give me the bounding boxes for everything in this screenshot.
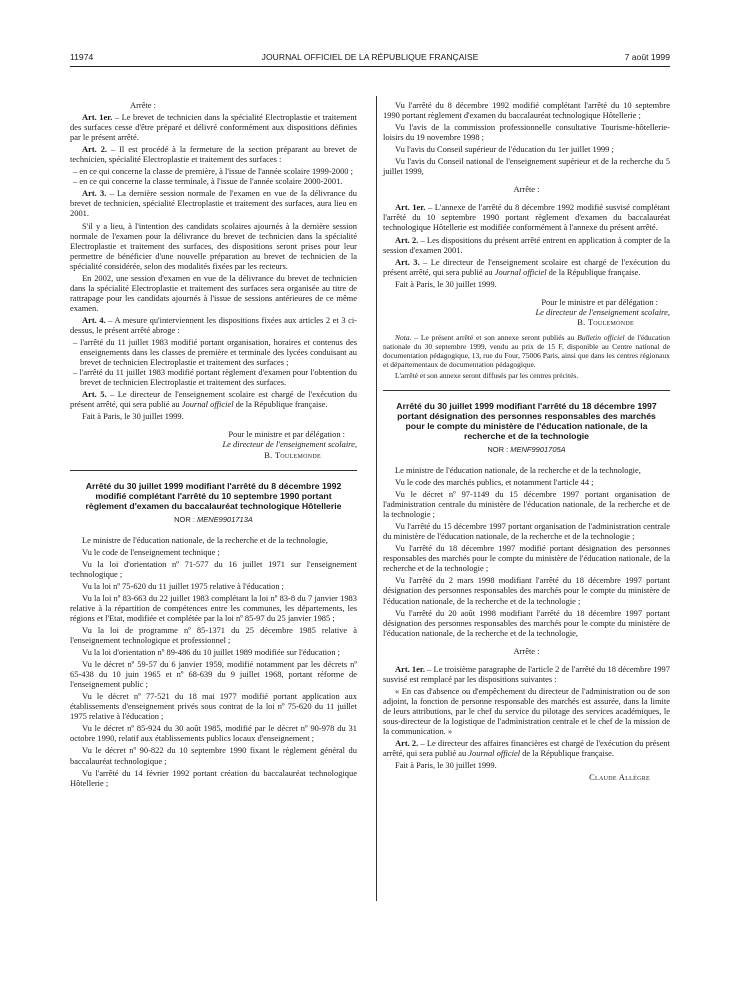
signature-name: B. Toulemonde bbox=[577, 316, 634, 327]
fait-a-paris: Fait à Paris, le 30 juillet 1999. bbox=[395, 278, 497, 289]
decree-title-3: Arrêté du 30 juillet 1999 modifiant l'arrêté du 18 décembre 1997 portant désignation des personnes responsables des marchés pour le compte du ministère de l'éducation nationale, de la recherche et de la technologie bbox=[396, 400, 657, 441]
article-4: Art. 4. – A mesure qu'interviennent les dispositions fixées aux articles 2 et 3 ci-dessus, le présent arrêté abroge : bbox=[70, 314, 357, 335]
header-rule bbox=[70, 66, 670, 67]
visa: Vu l'arrêté du 20 août 1998 modifiant l'arrêté du 18 décembre 1997 portant désignation des personnes responsables des marchés pour le compte du ministère de l'éducation nationale, de la recherche et de la technologie, bbox=[383, 607, 670, 638]
signature-line-1: Pour le ministre et par délégation : bbox=[228, 429, 345, 440]
visa: Vu le décret nº 90-822 du 10 septembre 1990 fixant le règlement général du baccalauréat technologique ; bbox=[70, 745, 357, 766]
fait-a-paris: Fait à Paris, le 30 juillet 1999. bbox=[82, 411, 184, 422]
issue-date: 7 août 1999 bbox=[624, 52, 670, 62]
article-2-list bbox=[70, 166, 357, 186]
section-separator bbox=[383, 390, 670, 391]
visa: Vu l'avis de la commission professionnelle consultative Tourisme-hôtellerie-loisirs du 19 novembre 1998 ; bbox=[383, 122, 670, 143]
visa: Le ministre de l'éducation nationale, de la recherche et de la technologie, bbox=[82, 534, 328, 545]
left-column bbox=[70, 100, 357, 790]
article-3-paragraph-3: En 2002, une session d'examen en vue de la délivrance du brevet de technicien dans la spécialité Electroplastie et traitement des surfaces sera organisée au titre de rattrapage pour les candidats ajournés à l'issue de sessions antérieures de ce même examen. bbox=[70, 272, 357, 313]
visa: Vu la loi de programme nº 85-1371 du 25 décembre 1985 relative à l'enseignement technologique et professionnel ; bbox=[70, 624, 357, 646]
article-3-paragraph-2: S'il y a lieu, à l'intention des candidats scolaires ajournés à la dernière session normale de l'examen pour la délivrance du brevet de technicien dans la spécialité Electroplastie et traitement des surfaces, des dispositions seront prises pour leur permettre de bénéficier d'une nouvelle préparation au brevet de technicien de la spécialité considérée, selon des modalités fixées par les recteurs. bbox=[70, 220, 357, 271]
column-divider bbox=[376, 96, 377, 901]
nota-text: Nota. – Le présent arrêté et son annexe seront publiés au Bulletin officiel de l'éducation nationale du 30 septembre 1999, vendu au prix de 15 F, disponible au Centre national de documentation pédagogique, 13, rue du Four, 75006 Paris, ainsi que dans les centres régionaux et départementaux de documentation pédagogique. bbox=[383, 332, 671, 369]
visa: Vu l'arrêté du 8 décembre 1992 modifié complétant l'arrêté du 10 septembre 1990 portant règlement d'examen du baccalauréat technologique Hôtellerie ; bbox=[383, 100, 670, 121]
visa: Le ministre de l'éducation nationale, de la recherche et de la technologie, bbox=[395, 464, 641, 475]
visa: Vu le code des marchés publics, et notamment l'article 44 ; bbox=[395, 476, 594, 487]
visa: Vu le décret nº 97-1149 du 15 décembre 1997 portant organisation de l'administration centrale du ministère de l'éducation nationale, de la recherche et de la technologie ; bbox=[383, 489, 670, 520]
signature-line-2: Le directeur de l'enseignement scolaire, bbox=[535, 306, 670, 317]
visa: Vu l'avis du Conseil national de l'enseignement supérieur et de la recherche du 5 juillet 1999, bbox=[383, 156, 670, 177]
article-1: Art. 1er. – L'annexe de l'arrêté du 8 décembre 1992 modifié susvisé complétant l'arrêté du 10 septembre 1990 portant règlement d'examen du baccalauréat technologique Hôtellerie est modifiée conformément à l'annexe du présent arrêté. bbox=[383, 202, 670, 233]
arrete-heading: Arrête : bbox=[130, 100, 157, 110]
nor-reference-2: NOR : MENE9901713A bbox=[174, 514, 253, 524]
signature-name: B. Toulemonde bbox=[264, 449, 321, 460]
right-column bbox=[383, 100, 670, 782]
signature-line-2: Le directeur de l'enseignement scolaire, bbox=[222, 439, 357, 450]
section-separator bbox=[70, 470, 357, 471]
list-item: – l'arrêté du 11 juillet 1983 modifié portant organisation, horaires et contenus des enseignements dans les classes de première et terminale des lycées conduisant au brevet de technicien Electroplastie et traitement des surfaces ; bbox=[73, 337, 357, 368]
visa: Vu l'avis du Conseil supérieur de l'éducation du 1er juillet 1999 ; bbox=[395, 144, 614, 155]
list-item: – en ce qui concerne la classe terminale, à l'issue de l'année scolaire 2000-2001. bbox=[73, 176, 343, 187]
visa: Vu l'arrêté du 14 février 1992 portant création du baccalauréat technologique Hôtellerie ; bbox=[70, 767, 357, 788]
nota-block bbox=[383, 333, 670, 380]
decree-title-2: Arrêté du 30 juillet 1999 modifiant l'arrêté du 8 décembre 1992 modifié complétant l'arrêté du 10 septembre 1990 portant règlement d'examen du baccalauréat technologique Hôtellerie bbox=[85, 480, 342, 511]
page-number: 11974 bbox=[70, 52, 94, 62]
visa: Vu la loi d'orientation nº 71-577 du 16 juillet 1971 sur l'enseignement technologique ; bbox=[70, 558, 357, 579]
article-4-list bbox=[70, 337, 357, 387]
signature-line-1: Pour le ministre et par délégation : bbox=[541, 296, 658, 307]
visa: Vu la loi d'orientation nº 89-486 du 10 juillet 1989 modifiée sur l'éducation ; bbox=[82, 647, 340, 658]
visa: Vu l'arrêté du 2 mars 1998 modifiant l'arrêté du 18 décembre 1997 portant désignation des personnes responsables des marchés pour le compte du ministère de l'éducation nationale, de la recherche et de la technologie ; bbox=[383, 575, 670, 606]
list-item: – l'arrêté du 11 juillet 1983 modifié portant règlement d'examen pour l'obtention du brevet de technicien Electroplastie et traitement des surfaces. bbox=[73, 367, 357, 388]
article-2: Art. 2. – Le directeur des affaires financières est chargé de l'exécution du présent arrêté, qui sera publié au Journal officiel de la République française. bbox=[383, 738, 670, 759]
article-2: Art. 2. – Les dispositions du présent arrêté entrent en application à compter de la session d'examen 2001. bbox=[383, 234, 670, 255]
list-item: – en ce qui concerne la classe de première, à l'issue de l'année scolaire 1999-2000 ; bbox=[73, 166, 353, 177]
signature-name: Claude Allègre bbox=[589, 772, 650, 783]
article-1: Art. 1er. – Le brevet de technicien dans la spécialité Electroplastie et traitement des surfaces cesse d'être préparé et délivré conformément aux dispositions définies par le présent arrêté. bbox=[70, 112, 357, 143]
visa: Vu la loi nº 75-620 du 11 juillet 1975 relative à l'éducation ; bbox=[82, 580, 285, 591]
article-1: Art. 1er. – Le troisième paragraphe de l'article 2 de l'arrêté du 18 décembre 1997 susvisé est remplacé par les dispositions suivantes : bbox=[383, 663, 670, 684]
article-3: Art. 3. – Le directeur de l'enseignement scolaire est chargé de l'exécution du présent arrêté, qui sera publié au Journal officiel de la République française. bbox=[383, 256, 670, 277]
nor-reference-3: NOR : MENF9901705A bbox=[487, 444, 566, 454]
visa: Vu le code de l'enseignement technique ; bbox=[82, 546, 220, 557]
arrete-heading: Arrête : bbox=[513, 184, 540, 195]
nota-paragraph-2: L'arrêté et son annexe seront diffusés par les centres précités. bbox=[395, 370, 579, 380]
fait-a-paris: Fait à Paris, le 30 juillet 1999. bbox=[395, 760, 497, 771]
visa: Vu le décret nº 59-57 du 6 janvier 1959, modifié notamment par les décrets nº 65-438 du 10 juin 1965 et nº 68-639 du 9 juillet 1968, portant réforme de l'enseignement public ; bbox=[70, 659, 357, 690]
visa: Vu l'arrêté du 15 décembre 1997 portant organisation de l'administration centrale du ministère de l'éducation nationale, de la recherche et de la technologie ; bbox=[383, 521, 670, 542]
article-3: Art. 3. – La dernière session normale de l'examen en vue de la délivrance du brevet de technicien, spécialité Electroplastie et traitement des surfaces, aura lieu en 2001. bbox=[70, 188, 357, 219]
visa: Vu le décret nº 77-521 du 18 mai 1977 modifié portant application aux établissements d'enseignement privés sous contrat de la loi nº 75-620 du 11 juillet 1975 relative à l'éducation ; bbox=[70, 691, 357, 722]
visa: Vu la loi nº 83-663 du 22 juillet 1983 complétant la loi nº 83-8 du 7 janvier 1983 relative à la répartition de compétences entre les communes, les départements, les régions et l'Etat, modifiée et complétée par la loi nº 85-97 du 25 janvier 1985 ; bbox=[70, 592, 357, 623]
article-5: Art. 5. – Le directeur de l'enseignement scolaire est chargé de l'exécution du présent arrêté, qui sera publié au Journal officiel de la République française. bbox=[70, 389, 357, 410]
page-header bbox=[70, 52, 670, 66]
visa: Vu le décret nº 85-924 du 30 août 1985, modifié par le décret nº 90-978 du 31 octobre 1990, relatif aux établissements publics locaux d'enseignement ; bbox=[70, 723, 357, 744]
article-1-quote: « En cas d'absence ou d'empêchement du directeur de l'administration ou de son adjoint, la fonction de personne responsable des marchés est assurée, dans la limite de leurs attributions, par le chef du service du pilotage des services académiques, le sous-directeur de la logistique de l'administration centrale et le chef de la mission de la communication. » bbox=[383, 685, 670, 737]
arrete-heading: Arrête : bbox=[513, 645, 540, 656]
article-2: Art. 2. – Il est procédé à la fermeture de la section préparant au brevet de technicien, spécialité Electroplastie et traitement des surfaces : bbox=[70, 144, 357, 165]
journal-title: JOURNAL OFFICIEL DE LA RÉPUBLIQUE FRANÇAISE bbox=[261, 52, 479, 62]
visa: Vu l'arrêté du 18 décembre 1997 modifié portant désignation des personnes responsables des marchés pour le compte du ministère de l'éducation nationale, de la recherche et de la technologie ; bbox=[383, 543, 670, 574]
